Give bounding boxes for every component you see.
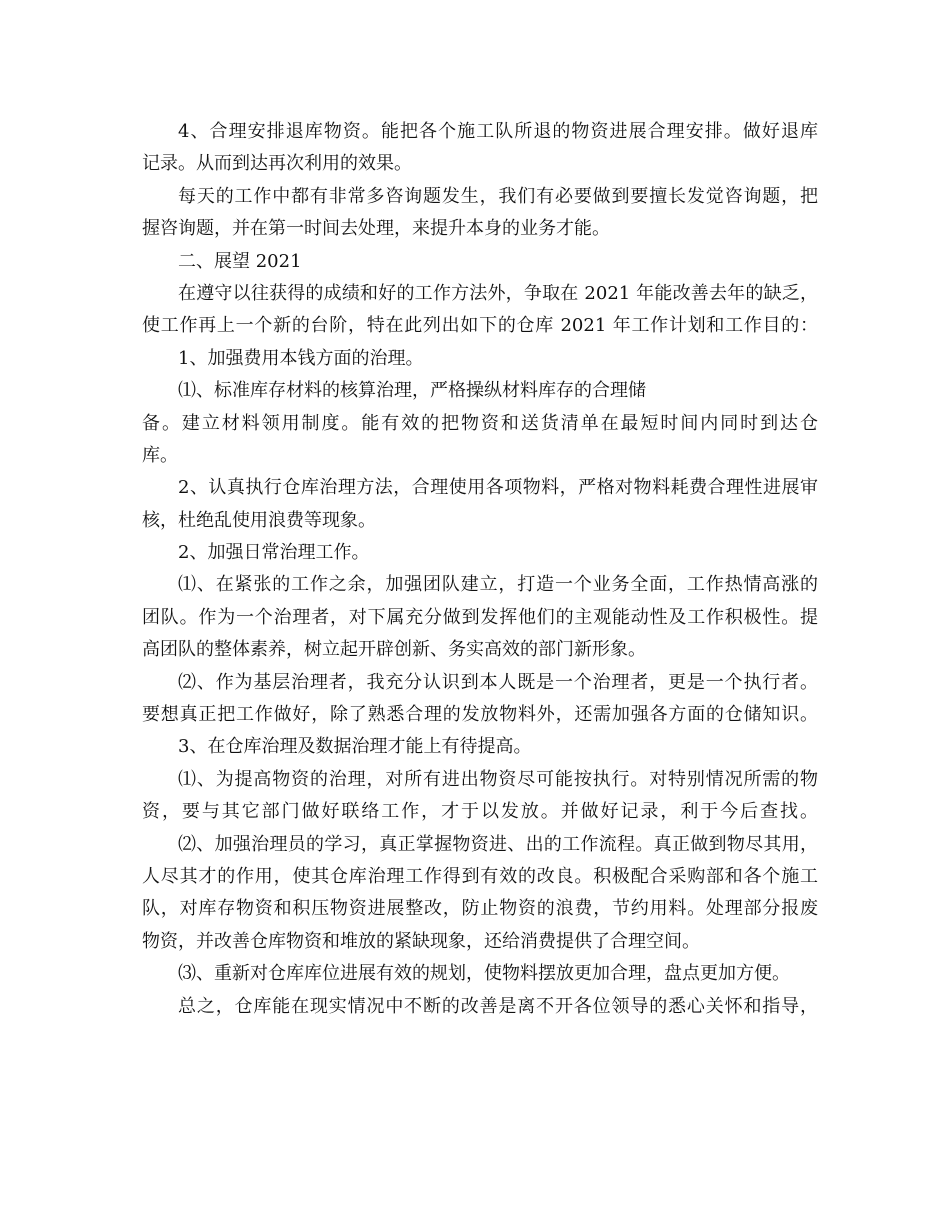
paragraph-line: ⑴、在紧张的工作之余，加强团队建立，打造一个业务全面，工作热情高涨的 bbox=[178, 574, 818, 596]
paragraph-line: 高团队的整体素养，树立起开辟创新、务实高效的部门新形象。 bbox=[142, 639, 646, 661]
list-item-heading: 2、加强日常治理工作。 bbox=[178, 542, 370, 564]
paragraph-line: 要想真正把工作做好，除了熟悉合理的发放物料外，还需加强各方面的仓储知识。 bbox=[142, 704, 818, 726]
paragraph-line: 4、合理安排退库物资。能把各个施工队所退的物资进展合理安排。做好退库 bbox=[178, 121, 818, 142]
document-body bbox=[142, 116, 818, 1023]
paragraph-line: 人尽其才的作用，使其仓库治理工作得到有效的改良。积极配合采购部和各个施工 bbox=[142, 865, 818, 887]
paragraph-line: ⑶、重新对仓库库位进展有效的规划，使物料摆放更加合理，盘点更加方便。 bbox=[178, 963, 790, 985]
paragraph-line: ⑵、加强治理员的学习，真正掌握物资进、出的工作流程。真正做到物尽其用， bbox=[178, 833, 818, 855]
paragraph-line: 每天的工作中都有非常多咨询题发生，我们有必要做到要擅长发觉咨询题，把 bbox=[178, 185, 818, 207]
paragraph-line: 队，对库存物资和积压物资进展整改，防止物资的浪费，节约用料。处理部分报废 bbox=[142, 898, 818, 920]
paragraph-line: 在遵守以往获得的成绩和好的工作方法外，争取在 2021 年能改善去年的缺乏， bbox=[178, 282, 818, 304]
paragraph-line: 物资，并改善仓库物资和堆放的紧缺现象，还给消费提供了合理空间。 bbox=[142, 930, 700, 952]
paragraph-line: 库。 bbox=[142, 444, 178, 466]
paragraph-line: 2、认真执行仓库治理方法，合理使用各项物料，严格对物料耗费合理性进展审 bbox=[178, 477, 818, 499]
paragraph-line: 使工作再上一个新的台阶，特在此列出如下的仓库 2021 年工作计划和工作目的： bbox=[142, 315, 818, 337]
paragraph-line: ⑴、标准库存材料的核算治理，严格操纵材料库存的合理储 bbox=[178, 380, 646, 402]
paragraph-line: ⑵、作为基层治理者，我充分认识到本人既是一个治理者，更是一个执行者。 bbox=[178, 671, 818, 693]
paragraph-line: 资，要与其它部门做好联络工作，才于以发放。并做好记录，利于今后查找。 bbox=[142, 801, 818, 823]
list-item-heading: 1、加强费用本钱方面的治理。 bbox=[178, 347, 424, 369]
paragraph-line: 总之，仓库能在现实情况中不断的改善是离不开各位领导的悉心关怀和指导， bbox=[178, 995, 818, 1017]
paragraph-line: 握咨询题，并在第一时间去处理，来提升本身的业务才能。 bbox=[142, 218, 610, 240]
paragraph-line: ⑴、为提高物资的治理，对所有进出物资尽可能按执行。对特别情况所需的物 bbox=[178, 768, 818, 790]
paragraph-line: 记录。从而到达再次利用的效果。 bbox=[142, 153, 412, 175]
paragraph-line: 核，杜绝乱使用浪费等现象。 bbox=[142, 509, 376, 531]
section-heading: 二、展望 2021 bbox=[178, 250, 302, 272]
paragraph-line: 备。建立材料领用制度。能有效的把物资和送货清单在最短时间内同时到达仓 bbox=[142, 412, 818, 434]
paragraph-line: 团队。作为一个治理者，对下属充分做到发挥他们的主观能动性及工作积极性。提 bbox=[142, 606, 818, 628]
list-item-heading: 3、在仓库治理及数据治理才能上有待提高。 bbox=[178, 736, 532, 758]
